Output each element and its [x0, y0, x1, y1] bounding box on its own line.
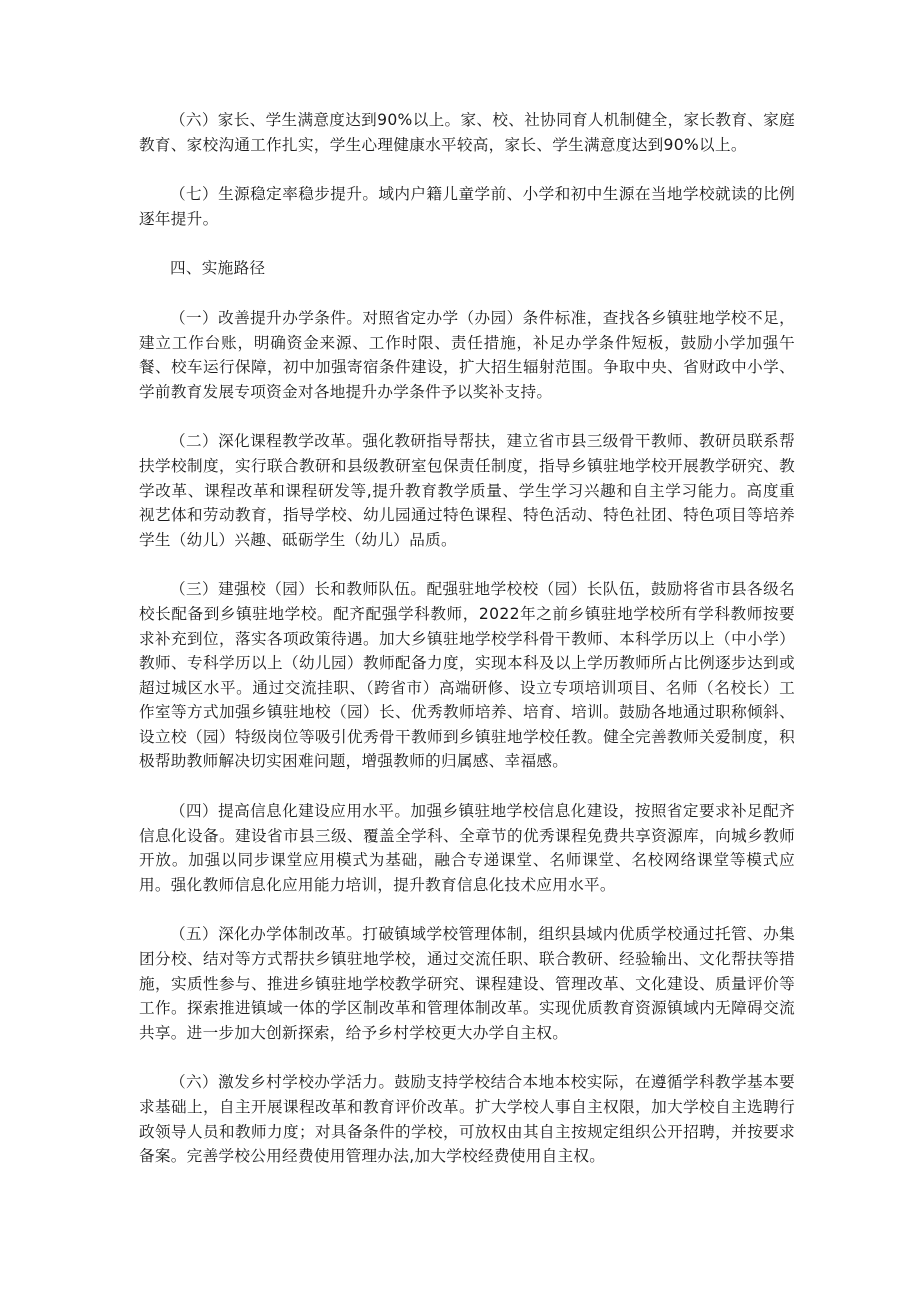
paragraph-school-vitality: （六）激发乡村学校办学活力。鼓励支持学校结合本地本校实际，在遵循学科教学基本要求基础上，自主开展课程改革和教育评价改革。扩大学校人事自主权限，加大学校自主选聘行政领导人员和教师力度；对具备条件的学校，可放权由其自主按规定组织公开招聘，并按要求备案。完善学校公用经费使用管理办法,加大学校经费使用自主权。 — [139, 1073, 795, 1166]
paragraph-system-reform: （五）深化办学体制改革。打破镇域学校管理体制，组织县域内优质学校通过托管、办集团分校、结对等方式帮扶乡镇驻地学校，通过交流任职、联合教研、经验输出、文化帮扶等措施，实质性参与、推进乡镇驻地学校教学研究、课程建设、管理改革、文化建设、质量评价等工作。探索推进镇域一体的学区制改革和管理体制改革。实现优质教育资源镇域内无障碍交流共享。进一步加大创新探索，给予乡村学校更大办学自主权。 — [139, 925, 795, 1042]
paragraph-school-conditions: （一）改善提升办学条件。对照省定办学（办园）条件标准，查找各乡镇驻地学校不足，建立工作台账，明确资金来源、工作时限、责任措施，补足办学条件短板，鼓励小学加强午餐、校车运行保障，初中加强寄宿条件建设，扩大招生辐射范围。争取中央、省财政中小学、学前教育发展专项资金对各地提升办学条件予以奖补支持。 — [139, 308, 795, 401]
paragraph-curriculum-reform: （二）深化课程教学改革。强化教研指导帮扶，建立省市县三级骨干教师、教研员联系帮扶学校制度，实行联合教研和县级教研室包保责任制度，指导乡镇驻地学校开展教学研究、教学改革、课程改革和课程研发等,提升教育教学质量、学生学习兴趣和自主学习能力。高度重视艺体和劳动教育，指导学校、幼儿园通过特色课程、特色活动、特色社团、特色项目等培养学生（幼儿）兴趣、砥砺学生（幼儿）品质。 — [139, 432, 795, 549]
section-heading-implementation: 四、实施路径 — [170, 259, 266, 278]
document-page — [139, 108, 795, 1194]
paragraph-satisfaction: （六）家长、学生满意度达到90%以上。家、校、社协同育人机制健全，家长教育、家庭教育、家校沟通工作扎实，学生心理健康水平较高，家长、学生满意度达到90%以上。 — [139, 111, 795, 154]
paragraph-teacher-team: （三）建强校（园）长和教师队伍。配强驻地学校校（园）长队伍，鼓励将省市县各级名校长配备到乡镇驻地学校。配齐配强学科教师，2022年之前乡镇驻地学校所有学科教师按要求补充到位，落实各项政策待遇。加大乡镇驻地学校学科骨干教师、本科学历以上（中小学）教师、专科学历以上（幼儿园）教师配备力度，实现本科及以上学历教师所占比例逐步达到或超过城区水平。通过交流挂职、（跨省市）高端研修、设立专项培训项目、名师（名校长）工作室等方式加强乡镇驻地校（园）长、优秀教师培养、培育、培训。鼓励各地通过职称倾斜、设立校（园）特级岗位等吸引优秀骨干教师到乡镇驻地学校任教。健全完善教师关爱制度，积极帮助教师解决切实困难问题，增强教师的归属感、幸福感。 — [139, 580, 795, 771]
paragraph-informatization: （四）提高信息化建设应用水平。加强乡镇驻地学校信息化建设，按照省定要求补足配齐信息化设备。建设省市县三级、覆盖全学科、全章节的优秀课程免费共享资源库，向城乡教师开放。加强以同步课堂应用模式为基础，融合专递课堂、名师课堂、名校网络课堂等模式应用。强化教师信息化应用能力培训，提升教育信息化技术应用水平。 — [139, 802, 795, 894]
paragraph-enrollment-stability: （七）生源稳定率稳步提升。域内户籍儿童学前、小学和初中生源在当地学校就读的比例逐年提升。 — [139, 185, 795, 228]
